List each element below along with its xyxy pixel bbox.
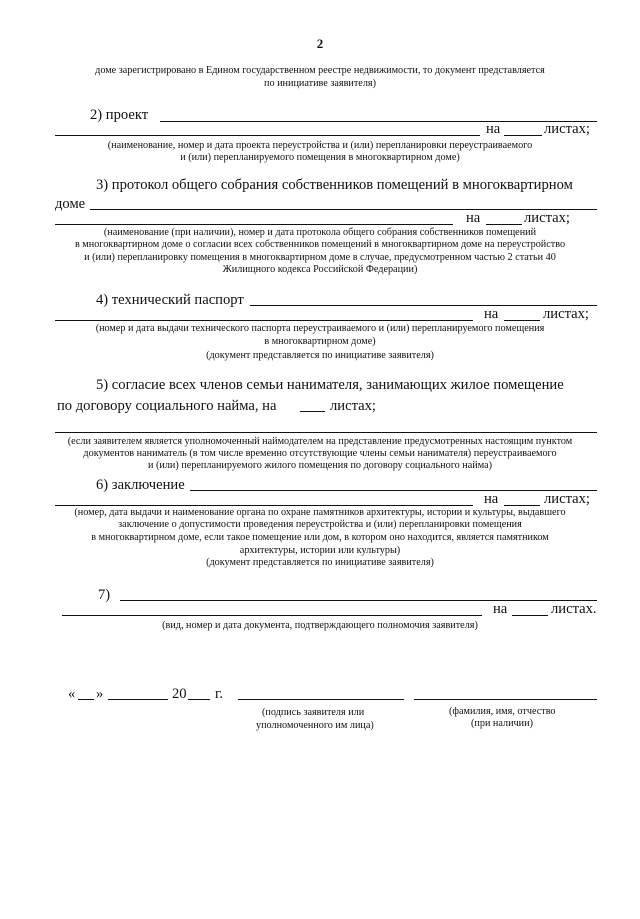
date-quote-close: » [96, 686, 104, 702]
item2-sheets: листах; [544, 121, 590, 137]
item3-caption-2: в многоквартирном доме о согласии всех собственников помещений в многоквартирном доме на переустройство [74, 239, 566, 250]
item2-fill-line-2[interactable] [55, 135, 480, 136]
item2-na: на [486, 121, 501, 137]
item4-caption-3: (документ представляется по инициативе заявителя) [206, 350, 434, 361]
item4-fill-line-2[interactable] [55, 320, 473, 321]
item7-fill-line-2[interactable] [62, 615, 482, 616]
fullname-caption-1: (фамилия, имя, отчество [449, 706, 556, 717]
item3-na: на [466, 210, 481, 226]
item2-label: 2) проект [90, 107, 149, 123]
item3-sheets: листах; [524, 210, 570, 226]
date-month-field[interactable] [108, 699, 168, 700]
item6-caption-3: в многоквартирном доме, если такое помещение или дом, в котором оно находится, является памятником [91, 532, 549, 543]
item6-caption-5: (документ представляется по инициативе заявителя) [206, 557, 434, 568]
item5-sheets: листах; [330, 398, 376, 414]
item3-caption-4: Жилищного кодекса Российской Федерации) [222, 264, 418, 275]
item4-caption-1: (номер и дата выдачи технического паспорта переустраиваемого и (или) перепланируемого помещения [95, 323, 545, 334]
item3-label-2: доме [55, 196, 86, 212]
item6-fill-line-2[interactable] [55, 505, 473, 506]
item6-caption-2: заключение о допустимости проведения переустройства и (или) перепланировки помещения [118, 519, 522, 530]
item5-label: 5) согласие всех членов семьи нанимателя, занимающих жилое помещение [96, 377, 564, 393]
item4-sheets: листах; [543, 306, 589, 322]
item7-na: на [493, 601, 508, 617]
item3-label: 3) протокол общего собрания собственников помещений в многоквартирном [96, 177, 573, 193]
item5-label-2: по договору социального найма, на [57, 398, 277, 414]
item6-caption-4: архитектуры, истории или культуры) [239, 545, 401, 556]
item6-label: 6) заключение [96, 477, 185, 493]
fullname-field[interactable] [414, 699, 597, 700]
item6-sheets: листах; [544, 491, 590, 507]
item4-caption-2: в многоквартирном доме) [264, 336, 376, 347]
item5-sheets-count[interactable] [300, 411, 325, 412]
item2-caption-1: (наименование, номер и дата проекта переустройства и (или) перепланировки переустраиваемого [107, 140, 533, 151]
item3-caption-1: (наименование (при наличии), номер и дата протокола общего собрания собственников помещений [103, 227, 537, 238]
item4-sheets-count[interactable] [504, 320, 540, 321]
item5-caption-3: и (или) перепланируемого жилого помещения по договору социального найма) [148, 460, 492, 471]
item6-fill-line-1[interactable] [190, 490, 597, 491]
item4-label: 4) технический паспорт [96, 292, 244, 308]
signature-caption-2: уполномоченного им лица) [256, 720, 374, 731]
item5-fill-line[interactable] [55, 432, 597, 433]
date-year-field[interactable] [188, 699, 210, 700]
item6-caption-1: (номер, дата выдачи и наименование органа по охране памятников архитектуры, истории и культуры, выдавшего [74, 507, 566, 518]
item7-label: 7) [98, 587, 111, 603]
date-day-field[interactable] [78, 699, 94, 700]
item3-fill-line-1[interactable] [90, 209, 597, 210]
item7-sheets-count[interactable] [512, 615, 548, 616]
date-year-prefix: 20 [172, 686, 187, 702]
item3-fill-line-2[interactable] [55, 224, 453, 225]
item2-fill-line-1[interactable] [160, 121, 597, 122]
item3-caption-3: и (или) перепланировку помещения в многоквартирном доме в случае, предусмотренном частью 2 статьи 40 [84, 252, 556, 263]
item7-caption-1: (вид, номер и дата документа, подтверждающего полномочия заявителя) [162, 620, 478, 631]
fullname-caption-2: (при наличии) [471, 718, 533, 729]
item7-sheets: листах. [551, 601, 597, 617]
item2-caption-2: и (или) перепланируемого помещения в многоквартирном доме) [180, 152, 460, 163]
item5-caption-1: (если заявителем является уполномоченный наймодателем на представление предусмотренных настоящим пунктом [67, 436, 573, 447]
date-quote-open: « [68, 686, 76, 702]
date-year-suffix: г. [215, 686, 223, 702]
item6-sheets-count[interactable] [504, 505, 540, 506]
page-number: 2 [316, 36, 324, 51]
intro-line-2: по инициативе заявителя) [264, 78, 376, 89]
item6-na: на [484, 491, 499, 507]
signature-field[interactable] [238, 699, 404, 700]
signature-caption-1: (подпись заявителя или [262, 707, 365, 718]
item2-sheets-count[interactable] [504, 135, 542, 136]
item5-caption-2: документов наниматель (в том числе временно отсутствующие члены семьи нанимателя) переустраиваемого [83, 448, 557, 459]
item3-sheets-count[interactable] [486, 224, 522, 225]
intro-line-1: доме зарегистрировано в Едином государственном реестре недвижимости, то документ представляется [95, 65, 545, 76]
item7-fill-line-1[interactable] [120, 600, 597, 601]
item4-na: на [484, 306, 499, 322]
